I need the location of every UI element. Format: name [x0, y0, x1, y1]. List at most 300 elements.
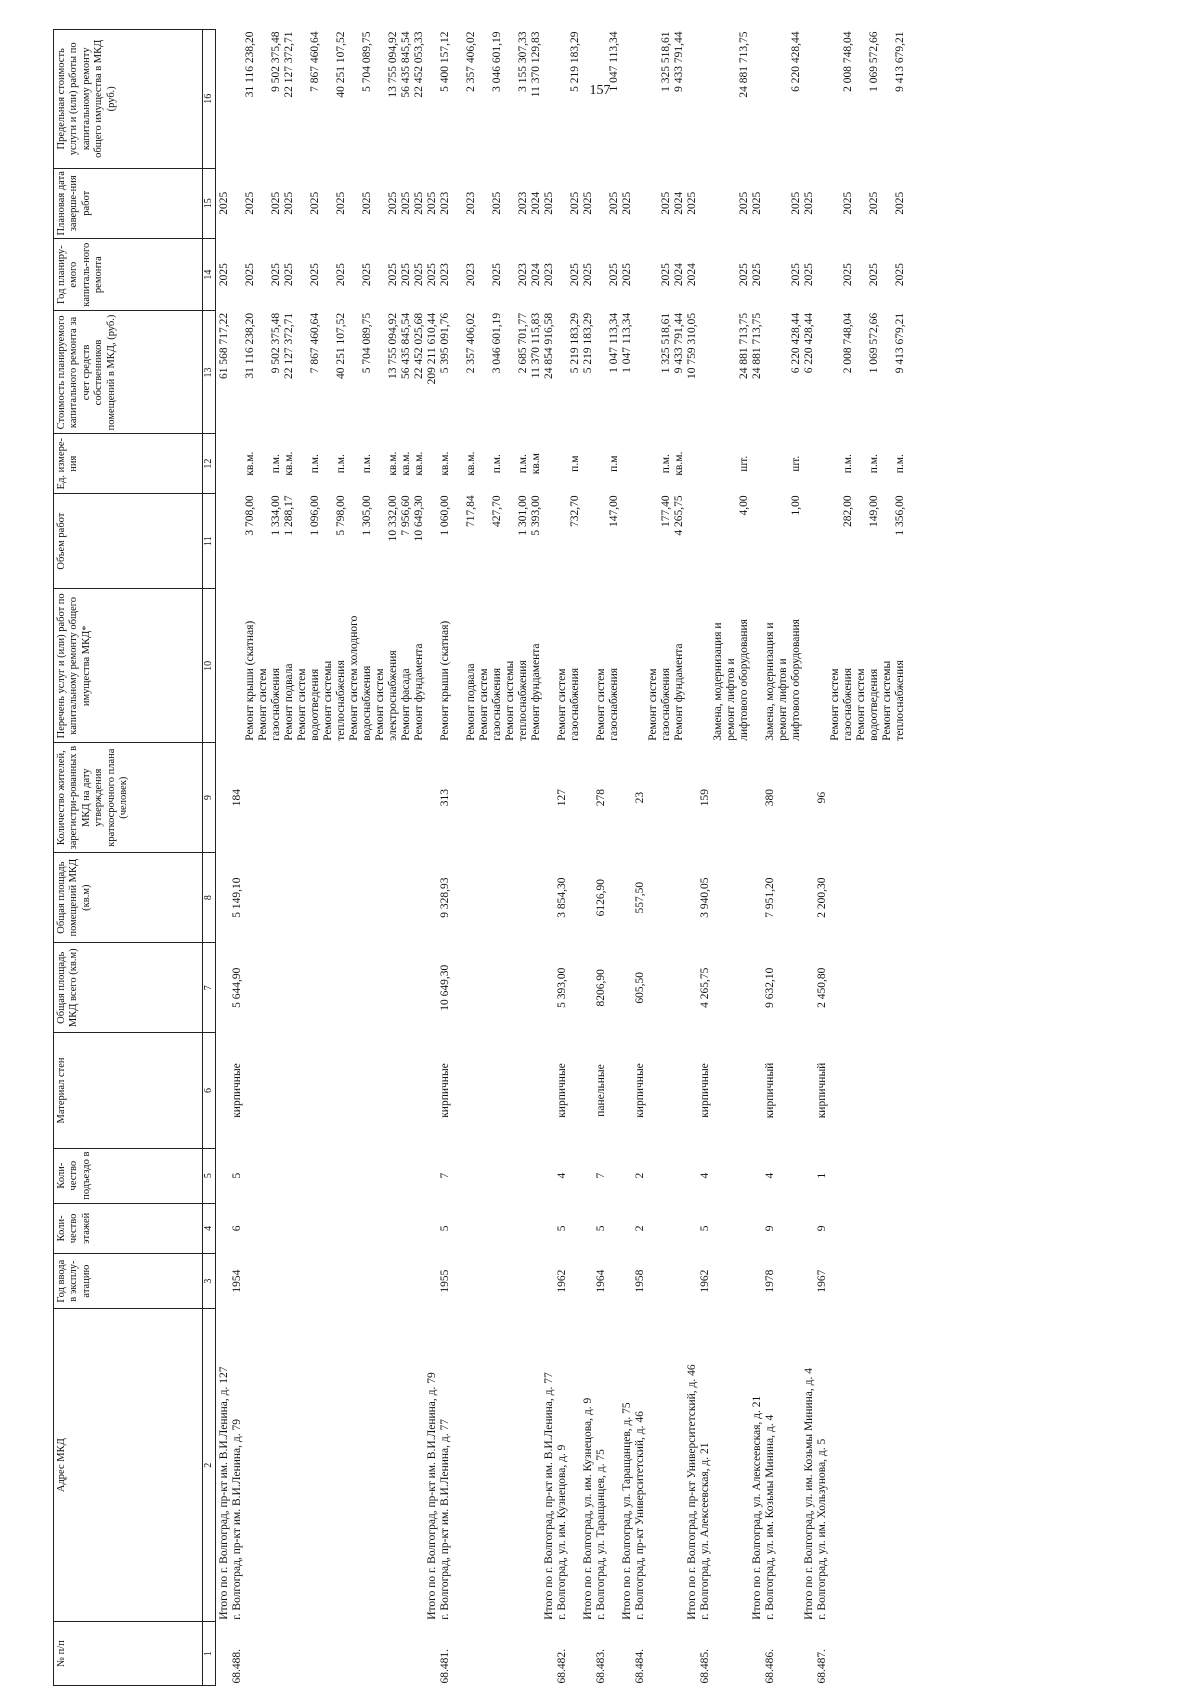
subtotal-cost: 6 220 428,44 — [803, 312, 815, 374]
work-line: водоотведения — [309, 668, 321, 741]
col-number: 6 — [203, 1033, 216, 1148]
repair-year: 2025 — [868, 263, 880, 287]
subtotal-year: 2023 — [543, 263, 555, 287]
max-cost: 2 357 406,02 — [465, 31, 477, 92]
repair-year-list — [556, 238, 582, 311]
unit: кв.м. — [400, 451, 412, 476]
subtotal-address: Итого по г. Волгоград, пр-кт им. В.И.Ленина, д. 77 — [543, 1372, 555, 1620]
subtotal-cost: 61 568 717,22 — [218, 312, 230, 380]
work-cost: 9 502 375,48 — [270, 312, 282, 374]
entrances: 5 — [231, 1172, 243, 1179]
work-volume: 282,00 — [842, 495, 854, 527]
subtotal-cost: 5 219 183,29 — [582, 312, 594, 374]
subtotal-year: 2025 — [751, 263, 763, 287]
floors: 5 — [595, 1225, 607, 1232]
house-address: г. Волгоград, пр-кт им. В.И.Ленина, д. 79 — [231, 1419, 243, 1620]
repair-year: 2023 — [439, 263, 451, 287]
end-date: 2025 — [738, 191, 750, 215]
work-line: Ремонт систем — [478, 668, 490, 741]
work-list — [699, 589, 751, 743]
work-line: ремонт лифтов и — [725, 658, 737, 741]
subtotal-address: Итого по г. Волгоград, ул. Алексеевская, д. 21 — [751, 1395, 763, 1620]
wall-material: панельные — [595, 1064, 607, 1117]
subtotal-end-date: 2025 — [543, 191, 555, 215]
subtotal-row — [621, 30, 634, 1686]
unit: п.м. — [270, 454, 282, 474]
col-header: № п/п — [54, 1622, 203, 1686]
unit-list — [816, 434, 907, 493]
max-cost-list — [231, 30, 426, 169]
end-date-list — [231, 168, 426, 238]
work-volume-list — [556, 493, 582, 589]
wall-material: кирпичные — [231, 1063, 243, 1118]
repair-year: 2025 — [387, 263, 399, 287]
repair-year-list — [439, 238, 543, 311]
residents-count: 96 — [816, 791, 828, 804]
row-number: 68.487. — [816, 1649, 828, 1684]
repair-year: 2024 — [530, 263, 542, 287]
repair-year: 2025 — [400, 263, 412, 287]
residents-count: 380 — [764, 789, 776, 807]
max-cost: 11 370 129,83 — [530, 31, 542, 98]
work-list — [816, 589, 907, 743]
subtotal-address: Итого по г. Волгоград, пр-кт им. В.И.Ленина, д. 79 — [426, 1372, 438, 1620]
work-line: Ремонт систем — [374, 668, 386, 741]
wall-material: кирпичный — [764, 1062, 776, 1119]
end-date: 2025 — [569, 191, 581, 215]
max-cost-list — [556, 30, 582, 169]
unit: шт. — [790, 455, 802, 472]
entrances: 1 — [816, 1172, 828, 1179]
work-line: газоснабжения — [491, 667, 503, 741]
max-cost: 1 047 113,34 — [608, 31, 620, 92]
end-date: 2025 — [491, 191, 503, 215]
subtotal-end-date: 2025 — [621, 191, 633, 215]
end-date: 2025 — [868, 191, 880, 215]
end-date: 2025 — [361, 191, 373, 215]
cost-list — [556, 311, 582, 434]
col-header: Предельная стоимость услуги и (или) работы по капитальному ремонту общего имущества в МКД (руб.) — [54, 30, 203, 169]
premises-area: 7 951,20 — [764, 877, 776, 918]
cost-list — [699, 311, 751, 434]
subtotal-year: 2025 — [218, 263, 230, 287]
col-number: 2 — [203, 1309, 216, 1622]
work-line: Ремонт фундамента — [673, 643, 685, 741]
max-cost: 40 251 107,52 — [335, 31, 347, 98]
max-cost: 9 502 375,48 — [270, 31, 282, 92]
work-cost: 1 325 518,61 — [660, 312, 672, 374]
subtotal-end-date: 2025 — [751, 191, 763, 215]
max-cost: 3 046 601,19 — [491, 31, 503, 92]
unit: кв.м. — [283, 451, 295, 476]
end-date: 2023 — [439, 191, 451, 215]
work-line: электроснабжения — [387, 650, 399, 741]
work-volume: 1 301,00 — [517, 495, 529, 536]
rotated-table-region — [53, 29, 1173, 1686]
max-cost-list — [634, 30, 686, 169]
work-volume: 1 356,00 — [894, 495, 906, 536]
col-header: Ед. измере-ния — [54, 434, 203, 493]
end-date: 2023 — [517, 191, 529, 215]
col-header: Общая площадь МКД всего (кв.м) — [54, 943, 203, 1033]
work-volume-list — [439, 493, 543, 589]
floors: 6 — [231, 1225, 243, 1232]
premises-area: 557,50 — [634, 881, 646, 914]
house-address: г. Волгоград, ул. Таращанцев, д. 75 — [595, 1449, 607, 1620]
unit-list — [439, 434, 543, 493]
col-number: 15 — [203, 168, 216, 238]
repair-year-list — [595, 238, 621, 311]
work-volume: 10 332,00 — [387, 495, 399, 542]
wall-material: кирпичные — [699, 1063, 711, 1118]
work-line: ремонт лифтов и — [777, 658, 789, 741]
house-row — [634, 30, 686, 1686]
work-list — [595, 589, 621, 743]
work-volume: 10 649,30 — [413, 495, 425, 542]
house-address: г. Волгоград, пр-кт им. В.И.Ленина, д. 77 — [439, 1419, 451, 1620]
work-volume: 717,84 — [465, 495, 477, 527]
col-number: 16 — [203, 30, 216, 169]
work-cost: 5 219 183,29 — [569, 312, 581, 374]
work-cost: 56 435 845,54 — [400, 312, 412, 380]
residents-count: 313 — [439, 789, 451, 807]
cost-list — [764, 311, 803, 434]
work-volume: 1 288,17 — [283, 495, 295, 536]
work-line: Ремонт систем — [257, 668, 269, 741]
work-volume-list — [595, 493, 621, 589]
unit-list — [699, 434, 751, 493]
max-cost: 31 116 238,20 — [244, 31, 256, 98]
work-volume-list — [231, 493, 426, 589]
premises-area: 3 854,30 — [556, 877, 568, 918]
max-cost-list — [595, 30, 621, 169]
repair-year: 2024 — [673, 263, 685, 287]
end-date: 2023 — [465, 191, 477, 215]
subtotal-row — [216, 30, 232, 1686]
end-date: 2025 — [790, 191, 802, 215]
work-cost: 9 413 679,21 — [894, 312, 906, 374]
subtotal-cost: 10 759 310,05 — [686, 312, 698, 380]
end-date: 2024 — [530, 191, 542, 215]
work-line: лифтового оборудования — [790, 619, 802, 741]
work-volume: 1 096,00 — [309, 495, 321, 536]
max-cost-list — [439, 30, 543, 169]
work-line: лифтового оборудования — [738, 619, 750, 741]
work-line: Ремонт фундамента — [413, 643, 425, 741]
subtotal-cost: 1 047 113,34 — [621, 312, 633, 373]
work-line: газоснабжения — [270, 667, 282, 741]
house-address: г. Волгоград, ул. им. Кузнецова, д. 9 — [556, 1444, 568, 1620]
house-address: г. Волгоград, ул. Алексеевская, д. 21 — [699, 1442, 711, 1620]
subtotal-end-date: 2025 — [686, 191, 698, 215]
total-area: 8206,90 — [595, 969, 607, 1007]
work-line: Ремонт системы — [504, 660, 516, 741]
col-header: Стоимость планируемого капитального ремонта за счет средств собственников помещений в МКД, (руб.) — [54, 311, 203, 434]
house-row — [816, 30, 907, 1686]
total-area: 605,50 — [634, 971, 646, 1004]
page-number: 157 — [589, 83, 611, 98]
repair-year: 2025 — [842, 263, 854, 287]
work-volume-list — [699, 493, 751, 589]
work-cost: 11 370 115,83 — [530, 312, 542, 379]
unit: кв.м. — [413, 451, 425, 476]
work-cost: 2 008 748,04 — [842, 312, 854, 374]
work-list — [556, 589, 582, 743]
max-cost: 7 867 460,64 — [309, 31, 321, 92]
unit: кв.м — [530, 453, 542, 475]
end-date-list — [556, 168, 582, 238]
subtotal-year: 2025 — [582, 263, 594, 287]
work-line: Ремонт крыши (скатная) — [244, 620, 256, 741]
work-volume: 427,70 — [491, 495, 503, 527]
work-volume: 177,40 — [660, 495, 672, 527]
work-line — [231, 591, 244, 741]
end-date: 2025 — [413, 191, 425, 215]
end-date: 2025 — [894, 191, 906, 215]
year-built: 1978 — [764, 1269, 776, 1293]
work-line: Ремонт систем — [855, 668, 867, 741]
repair-year: 2025 — [894, 263, 906, 287]
max-cost: 9 413 679,21 — [894, 31, 906, 92]
total-area: 4 265,75 — [699, 967, 711, 1008]
max-cost: 5 704 089,75 — [361, 31, 373, 92]
work-line: Ремонт системы — [881, 660, 893, 741]
repair-year: 2025 — [790, 263, 802, 287]
subtotal-end-date: 2025 — [582, 191, 594, 215]
row-number: 68.488. — [231, 1649, 243, 1684]
work-line: газоснабжения — [660, 667, 672, 741]
repair-plan-table — [53, 29, 907, 1686]
repair-year-list — [231, 238, 426, 311]
max-cost: 1 069 572,66 — [868, 31, 880, 92]
work-cost: 2 357 406,02 — [465, 312, 477, 374]
work-volume: 732,70 — [569, 495, 581, 527]
work-cost: 22 452 025,68 — [413, 312, 425, 380]
work-volume: 5 798,00 — [335, 495, 347, 536]
work-cost: 24 881 713,75 — [738, 312, 750, 380]
row-number: 68.482. — [556, 1649, 568, 1684]
repair-year: 2025 — [491, 263, 503, 287]
repair-year: 2025 — [413, 263, 425, 287]
year-built: 1962 — [556, 1269, 568, 1293]
col-header: Плановая дата заверше-ния работ — [54, 168, 203, 238]
unit: п.м. — [335, 454, 347, 474]
end-date: 2025 — [283, 191, 295, 215]
work-cost: 40 251 107,52 — [335, 312, 347, 380]
year-built: 1962 — [699, 1269, 711, 1293]
subtotal-address: Итого по г. Волгоград, пр-кт Университетский, д. 46 — [686, 1364, 698, 1620]
floors: 5 — [439, 1225, 451, 1232]
work-line: Ремонт систем — [556, 668, 568, 741]
subtotal-address: Итого по г. Волгоград, пр-кт им. В.И.Ленина, д. 127 — [218, 1366, 230, 1620]
max-cost: 22 127 372,71 — [283, 31, 295, 98]
col-number: 14 — [203, 238, 216, 311]
unit: кв.м. — [244, 451, 256, 476]
col-number: 12 — [203, 434, 216, 493]
year-built: 1958 — [634, 1269, 646, 1293]
max-cost: 5 219 183,29 — [569, 31, 581, 92]
row-number: 68.485. — [699, 1649, 711, 1684]
col-number: 13 — [203, 311, 216, 434]
work-volume-list — [634, 493, 686, 589]
work-cost: 5 704 089,75 — [361, 312, 373, 374]
repair-year-list — [816, 238, 907, 311]
col-header: Общая площадь помещений МКД (кв.м) — [54, 853, 203, 943]
wall-material: кирпичный — [816, 1062, 828, 1119]
end-date-list — [595, 168, 621, 238]
unit: п.м. — [894, 454, 906, 474]
year-built: 1955 — [439, 1269, 451, 1293]
max-cost: 24 881 713,75 — [738, 31, 750, 98]
entrances: 4 — [556, 1172, 568, 1179]
max-cost: 56 435 845,54 — [400, 31, 412, 98]
col-number: 5 — [203, 1148, 216, 1203]
subtotal-cost: 24 881 713,75 — [751, 312, 763, 380]
work-line: теплоснабжения — [517, 660, 529, 741]
col-number: 1 — [203, 1622, 216, 1686]
repair-year: 2025 — [335, 263, 347, 287]
repair-year: 2025 — [660, 263, 672, 287]
unit: п.м. — [660, 454, 672, 474]
unit: п.м — [608, 455, 620, 472]
residents-count: 23 — [634, 791, 646, 804]
work-list — [231, 589, 426, 743]
row-number: 68.484. — [634, 1649, 646, 1684]
subtotal-row — [803, 30, 816, 1686]
end-date-list — [634, 168, 686, 238]
cost-list — [231, 311, 426, 434]
max-cost: 13 755 094,92 — [387, 31, 399, 98]
total-area: 9 632,10 — [764, 967, 776, 1008]
total-area: 5 644,90 — [231, 967, 243, 1008]
premises-area: 6126,90 — [595, 878, 607, 917]
col-header: Материал стен — [54, 1033, 203, 1148]
floors: 9 — [764, 1225, 776, 1232]
subtotal-cost: 209 211 610,44 — [426, 312, 438, 385]
work-volume: 147,00 — [608, 495, 620, 527]
col-number: 11 — [203, 493, 216, 589]
work-line: теплоснабжения — [894, 660, 906, 741]
entrances: 7 — [439, 1172, 451, 1179]
table-body — [216, 30, 908, 1686]
col-number: 10 — [203, 589, 216, 743]
work-cost: 3 046 601,19 — [491, 312, 503, 374]
work-volume: 1 060,00 — [439, 495, 451, 536]
work-line: Ремонт крыши (скатная) — [439, 620, 451, 741]
work-line: Ремонт подвала — [283, 663, 295, 741]
repair-year-list — [764, 238, 803, 311]
subtotal-cost: 24 854 916,58 — [543, 312, 555, 380]
work-line: водоотведения — [868, 668, 880, 741]
unit-list — [595, 434, 621, 493]
work-line: газоснабжения — [608, 667, 620, 741]
repair-year: 2025 — [270, 263, 282, 287]
house-row — [439, 30, 543, 1686]
residents-count: 127 — [556, 789, 568, 807]
work-line: Ремонт фасада — [400, 668, 412, 741]
work-cost: 7 867 460,64 — [309, 312, 321, 374]
work-line: водоснабжения — [361, 665, 373, 741]
repair-year: 2025 — [569, 263, 581, 287]
work-cost: 13 755 094,92 — [387, 312, 399, 380]
work-list — [634, 589, 686, 743]
row-number: 68.483. — [595, 1649, 607, 1684]
total-area: 5 393,00 — [556, 967, 568, 1008]
max-cost: 3 155 307,33 — [517, 31, 529, 92]
end-date: 2025 — [244, 191, 256, 215]
floors: 5 — [556, 1225, 568, 1232]
house-row — [556, 30, 582, 1686]
work-line: Ремонт систем — [647, 668, 659, 741]
cost-list — [816, 311, 907, 434]
repair-year: 2023 — [517, 263, 529, 287]
table-header — [54, 30, 216, 1686]
repair-year: 2025 — [361, 263, 373, 287]
repair-year: 2023 — [465, 263, 477, 287]
entrances: 4 — [699, 1172, 711, 1179]
floors: 5 — [699, 1225, 711, 1232]
repair-year: 2025 — [608, 263, 620, 287]
max-cost: 1 325 518,61 — [660, 31, 672, 92]
year-built: 1967 — [816, 1269, 828, 1293]
work-volume: 7 956,60 — [400, 495, 412, 536]
entrances: 2 — [634, 1172, 646, 1179]
subtotal-year: 2025 — [803, 263, 815, 287]
unit-list — [764, 434, 803, 493]
max-cost: 9 433 791,44 — [673, 31, 685, 92]
residents-count: 278 — [595, 789, 607, 807]
residents-count: 159 — [699, 789, 711, 807]
end-date: 2025 — [270, 191, 282, 215]
unit: кв.м. — [387, 451, 399, 476]
cost-list — [439, 311, 543, 434]
col-header: Коли-чество этажей — [54, 1203, 203, 1254]
work-cost: 6 220 428,44 — [790, 312, 802, 374]
work-line: Ремонт систем — [595, 668, 607, 741]
premises-area: 9 328,93 — [439, 877, 451, 918]
work-volume-list — [816, 493, 907, 589]
unit-list — [556, 434, 582, 493]
col-header: Перечень услуг и (или) работ по капитальному ремонту общего имущества МКД* — [54, 589, 203, 743]
work-cost: 5 395 091,76 — [439, 312, 451, 374]
repair-year: 2025 — [244, 263, 256, 287]
subtotal-row — [686, 30, 699, 1686]
subtotal-address: Итого по г. Волгоград, ул. им. Кузнецова, д. 9 — [582, 1397, 594, 1620]
work-line: Ремонт систем холодного — [348, 615, 360, 741]
work-cost: 31 116 238,20 — [244, 312, 256, 379]
work-line: Ремонт фундамента — [530, 643, 542, 741]
repair-year: 2025 — [738, 263, 750, 287]
work-volume: 4,00 — [738, 495, 750, 516]
unit: шт. — [738, 455, 750, 472]
col-number: 4 — [203, 1203, 216, 1254]
work-volume: 3 708,00 — [244, 495, 256, 536]
end-date-list — [816, 168, 907, 238]
unit-list — [634, 434, 686, 493]
total-area: 2 450,80 — [816, 967, 828, 1008]
max-cost: 2 008 748,04 — [842, 31, 854, 92]
col-number: 9 — [203, 743, 216, 853]
entrances: 7 — [595, 1172, 607, 1179]
work-list — [764, 589, 803, 743]
row-number: 68.481. — [439, 1649, 451, 1684]
work-cost: 9 433 791,44 — [673, 312, 685, 374]
subtotal-row — [426, 30, 439, 1686]
house-row — [764, 30, 803, 1686]
work-volume: 1 305,00 — [361, 495, 373, 536]
end-date: 2025 — [842, 191, 854, 215]
col-number: 8 — [203, 853, 216, 943]
